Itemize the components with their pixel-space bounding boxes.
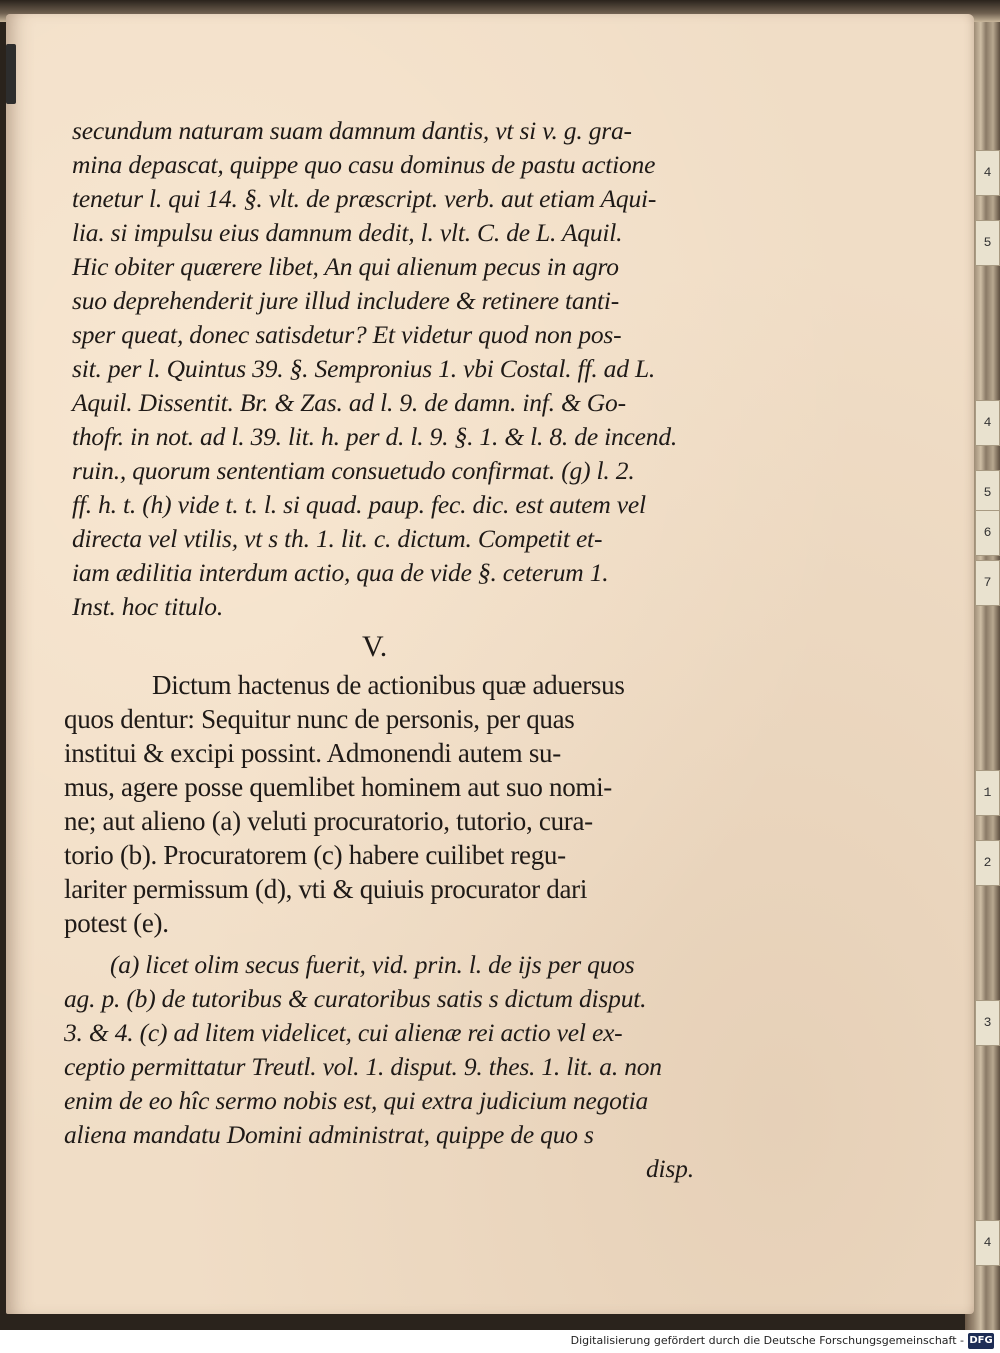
commentary-line: secundum naturam suam damnum dantis, vt si v. g. gra- — [72, 116, 632, 145]
dfg-logo-icon: DFG — [968, 1333, 994, 1349]
body-line: ne; aut alieno (a) veluti procuratorio, tutorio, cura- — [64, 806, 593, 836]
edge-tab: 4 — [975, 1220, 1000, 1266]
commentary-line: Inst. hoc titulo. — [72, 592, 224, 621]
commentary-line: ag. p. (b) de tutoribus & curatoribus satis s dictum disput. — [64, 984, 647, 1013]
body-line: Dictum hactenus de actionibus quæ aduersus — [152, 670, 625, 700]
body-line: torio (b). Procuratorem (c) habere cuilibet regu- — [64, 840, 566, 870]
page-clip — [6, 44, 16, 104]
body-line: quos dentur: Sequitur nunc de personis, per quas — [64, 704, 575, 734]
edge-tab: 4 — [975, 400, 1000, 446]
footer-bar — [0, 1330, 1000, 1353]
commentary-line: sit. per l. Quintus 39. §. Sempronius 1. vbi Costal. ff. ad L. — [72, 354, 656, 383]
commentary-line: directa vel vtilis, vt s th. 1. lit. c. dictum. Competit et- — [72, 524, 603, 553]
body-line: mus, agere posse quemlibet hominem aut suo nomi- — [64, 772, 612, 802]
edge-tab: 4 — [975, 150, 1000, 196]
commentary-line: mina depascat, quippe quo casu dominus de pastu actione — [72, 150, 656, 179]
commentary-line: ruin., quorum sententiam consuetudo confirmat. (g) l. 2. — [72, 456, 635, 485]
edge-tab: 3 — [975, 1000, 1000, 1046]
commentary-line: 3. & 4. (c) ad litem videlicet, cui alienæ rei actio vel ex- — [64, 1018, 623, 1047]
edge-tab: 1 — [975, 770, 1000, 816]
commentary-line: tenetur l. qui 14. §. vlt. de præscript. verb. aut etiam Aqui- — [72, 184, 657, 213]
commentary-line: lia. si impulsu eius damnum dedit, l. vlt. C. de L. Aquil. — [72, 218, 623, 247]
book-page — [6, 14, 974, 1314]
commentary-line: thofr. in not. ad l. 39. lit. h. per d. l. 9. §. 1. & l. 8. de incend. — [72, 422, 678, 451]
edge-tab: 2 — [975, 840, 1000, 886]
commentary-line: sper queat, donec satisdetur? Et videtur quod non pos- — [72, 320, 622, 349]
body-line: institui & excipi possint. Admonendi autem su- — [64, 738, 561, 768]
body-line: potest (e). — [64, 908, 169, 938]
commentary-line: iam ædilitia interdum actio, qua de vide §. ceterum 1. — [72, 558, 609, 587]
commentary-line: enim de eo hîc sermo nobis est, qui extra judicium negotia — [64, 1086, 649, 1115]
funding-credit: Digitalisierung gefördert durch die Deutsche Forschungsgemeinschaft - — [570, 1334, 964, 1347]
commentary-line: disp. — [646, 1154, 694, 1183]
commentary-line: ceptio permittatur Treutl. vol. 1. disput. 9. thes. 1. lit. a. non — [64, 1052, 662, 1081]
edge-tab: 5 — [975, 220, 1000, 266]
commentary-line: ff. h. t. (h) vide t. t. l. si quad. paup. fec. dic. est autem vel — [72, 490, 646, 519]
commentary-line: Aquil. Dissentit. Br. & Zas. ad l. 9. de damn. inf. & Go- — [72, 388, 626, 417]
commentary-line: aliena mandatu Domini administrat, quippe de quo s — [64, 1120, 594, 1149]
commentary-line: suo deprehenderit jure illud includere & retinere tanti- — [72, 286, 620, 315]
commentary-line: Hic obiter quærere libet, An qui alienum pecus in agro — [72, 252, 619, 281]
edge-tab: 7 — [975, 560, 1000, 606]
section-heading: V. — [362, 630, 388, 663]
edge-tab: 5 — [975, 470, 1000, 516]
edge-tab: 6 — [975, 510, 1000, 556]
body-line: lariter permissum (d), vti & quiuis procurator dari — [64, 874, 588, 904]
commentary-line: (a) licet olim secus fuerit, vid. prin. l. de ijs per quos — [110, 950, 635, 979]
